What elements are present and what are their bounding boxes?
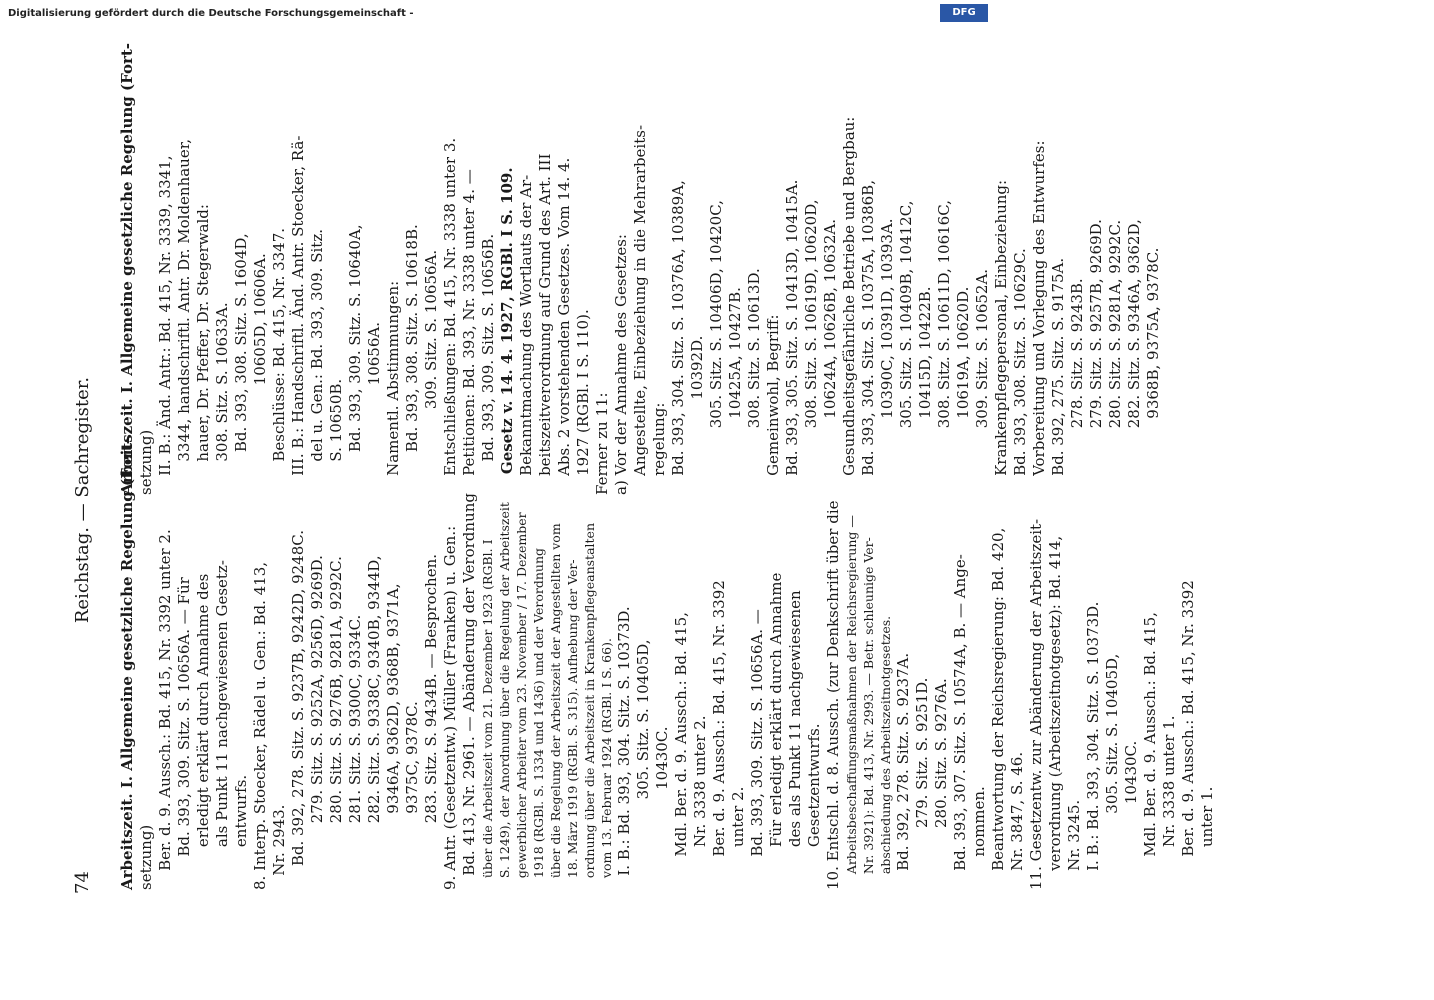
index-line: 305. Sitz. S. 10409B, 10412C, xyxy=(897,200,915,495)
index-line: Arbeitsbeschaffungsmaßnahmen der Reichsregierung — xyxy=(844,515,859,890)
index-line: 1927 (RGBl. I S. 110). xyxy=(574,309,592,495)
index-line: 11. Gesetzentw. zur Abänderung der Arbeitszeit- xyxy=(1027,518,1045,890)
index-line: abschiedung des Arbeitszeitnotgesetzes. xyxy=(878,615,893,890)
index-line: Namentl. Abstimmungen: xyxy=(384,280,402,495)
index-line: III. B.: Handschriftl. Änd. Antr. Stoecker, Rä- xyxy=(289,135,307,495)
index-line: Ferner zu 11: xyxy=(593,392,611,495)
index-line: 10415D, 10422B. xyxy=(916,286,934,495)
index-line: 1918 (RGBl. S. 1334 und 1436) und der Verordnung xyxy=(531,547,546,890)
index-line: setzung) xyxy=(137,824,155,890)
index-line: Bd. 393, 307. Sitz. S. 10574A, B. — Ange- xyxy=(951,554,969,890)
index-line: 308. Sitz. S. 10633A. xyxy=(213,302,231,495)
index-line: Arbeitszeit. I. Allgemeine gesetzliche Regelung (Fort- xyxy=(118,42,136,495)
running-title: Reichstag. — Sachregister. xyxy=(72,376,93,624)
index-line: ordnung über die Arbeitszeit in Krankenpflegeanstalten xyxy=(582,523,597,890)
index-line: II. B.: Änd. Antr.: Bd. 415, Nr. 3339, 3341, xyxy=(156,155,174,495)
page-header xyxy=(72,100,102,900)
index-line: Bd. 392, 278. Sitz. S. 9237B, 9242D, 9248C. xyxy=(289,530,307,890)
index-line: unter 2. xyxy=(729,786,747,890)
index-line: del u. Gen.: Bd. 393, 309. Sitz. xyxy=(308,229,326,495)
index-line: Nr. 2943. xyxy=(270,804,288,890)
index-line: Bd. 392, 278. Sitz. S. 9237A. xyxy=(894,652,912,890)
index-line: 305. Sitz. S. 10405D, xyxy=(1103,653,1121,890)
dfg-logo: DFG xyxy=(940,4,988,22)
index-line: 309. Sitz. S. 10652A. xyxy=(973,268,991,495)
index-line: 309. Sitz. S. 10656A. xyxy=(422,249,440,495)
index-line: 279. Sitz. S. 9257B, 9269D. xyxy=(1087,219,1105,495)
index-line: S. 10650B. xyxy=(327,378,345,495)
index-line: 308. Sitz. S. 10619D, 10620D, xyxy=(802,199,820,495)
index-line: 10392D. xyxy=(688,335,706,495)
index-line: Entschließungen: Bd. 415, Nr. 3338 unter 3. xyxy=(441,137,459,495)
page-number: 74 xyxy=(72,871,93,894)
index-line: vom 13. Februar 1924 (RGBl. I S. 66). xyxy=(599,638,614,890)
index-line: des als Punkt 11 nachgewiesenen xyxy=(786,590,804,890)
index-line: Gesetzentwurfs. xyxy=(805,723,823,890)
index-line: a) Vor der Annahme des Gesetzes: xyxy=(612,234,630,495)
index-line: 308. Sitz. S. 10613D. xyxy=(745,268,763,495)
index-line: 9368B, 9375A, 9378C. xyxy=(1144,247,1162,495)
index-line: Bd. 393, 309. Sitz. S. 10640A, xyxy=(346,224,364,495)
index-line: 279. Sitz. S. 9252A, 9256D, 9269D. xyxy=(308,555,326,890)
index-line: Bd. 393, 309. Sitz. S. 10656A. — xyxy=(748,609,766,890)
index-line: 10619A, 10620D. xyxy=(954,286,972,495)
index-line: 282. Sitz. S. 9346A, 9362D, xyxy=(1125,219,1143,495)
index-line: 18. März 1919 (RGBl. S. 315). Aufhebung der Ver- xyxy=(565,559,580,890)
index-line: regelung: xyxy=(650,402,668,495)
index-line: 10624A, 10626B, 10632A. xyxy=(821,219,839,495)
index-line: Mdl. Ber. d. 9. Aussch.: Bd. 415, xyxy=(672,612,690,890)
index-line: Bd. 393, 304. Sitz. S. 10375A, 10386B, xyxy=(859,180,877,495)
index-line: entwurfs. xyxy=(232,774,250,890)
index-line: hauer, Dr. Pfeffer, Dr. Stegerwald: xyxy=(194,204,212,495)
index-line: Bekanntmachung des Wortlauts der Ar- xyxy=(517,174,535,495)
index-line: Bd. 393, 308. Sitz. S. 10629C. xyxy=(1011,248,1029,495)
index-line: Für erledigt erklärt durch Annahme xyxy=(767,572,785,890)
index-line: Beschlüsse: Bd. 415, Nr. 3347. xyxy=(270,227,288,495)
index-line: 10656A. xyxy=(365,322,383,495)
index-line: I. B.: Bd. 393, 304. Sitz. S. 10373D. xyxy=(1084,601,1102,890)
index-line: Abs. 2 vorstehenden Gesetzes. Vom 14. 4. xyxy=(555,157,573,495)
index-line: verordnung (Arbeitszeitnotgesetz): Bd. 414, xyxy=(1046,535,1064,890)
index-line: Nr. 3338 unter 1. xyxy=(1160,715,1178,890)
index-line: 10390C, 10391D, 10393A. xyxy=(878,218,896,495)
index-line: Mdl. Ber. d. 9. Aussch.: Bd. 415, xyxy=(1141,612,1159,890)
index-line: Bd. 392, 275. Sitz. S. 9175A. xyxy=(1049,257,1067,495)
index-line: 278. Sitz. S. 9243B. xyxy=(1068,278,1086,495)
index-line: als Punkt 11 nachgewiesenen Gesetz- xyxy=(213,560,231,890)
index-line: Ber. d. 9. Aussch.: Bd. 415, Nr. 3392 xyxy=(1179,580,1197,890)
index-line: 280. Sitz. S. 9276B, 9281A, 9292C. xyxy=(327,556,345,890)
index-line: Ber. d. 9. Aussch.: Bd. 415, Nr. 3392 unter 2. xyxy=(156,529,174,890)
index-line: Bd. 393, 308. Sitz. S. 1604D, xyxy=(232,233,250,495)
digitization-credit: Digitalisierung gefördert durch die Deutsche Forschungsgemeinschaft - xyxy=(8,8,414,19)
index-line: Beantwortung der Reichsregierung: Bd. 420, xyxy=(989,527,1007,890)
index-line: 10605D, 10606A. xyxy=(251,253,269,495)
index-line: 10. Entschl. d. 8. Aussch. (zur Denkschrift über die xyxy=(824,500,842,890)
index-line: 305. Sitz. S. 10406D, 10420C, xyxy=(707,200,725,495)
right-column xyxy=(118,42,1163,495)
index-line: 308. Sitz. S. 10611D, 10616C, xyxy=(935,200,953,495)
index-line: Nr. 3338 unter 2. xyxy=(691,715,709,890)
index-line: nommen. xyxy=(970,786,988,890)
index-line: I. B.: Bd. 393, 304. Sitz. S. 10373D. xyxy=(615,606,633,890)
index-line: S. 1249), der Anordnung über die Regelung der Arbeitszeit xyxy=(497,502,512,890)
index-line: unter 1. xyxy=(1198,786,1216,890)
index-line: gewerblicher Arbeiter vom 23. November / 17. Dezember xyxy=(514,512,529,890)
index-line: 280. Sitz. S. 9281A, 9292C. xyxy=(1106,219,1124,495)
index-line: Nr. 3245. xyxy=(1065,799,1083,890)
index-line: setzung) xyxy=(137,429,155,495)
index-line: 279. Sitz. S. 9251D. xyxy=(913,677,931,890)
index-line: 9375C, 9378C. xyxy=(403,701,421,890)
index-line: Bd. 393, 308. Sitz. S. 10618B. xyxy=(403,224,421,495)
index-line: erledigt erklärt durch Annahme des xyxy=(194,573,212,890)
index-line: 280. Sitz. S. 9276A. xyxy=(932,678,950,890)
index-line: Gesetz v. 14. 4. 1927, RGBl. I S. 109. xyxy=(498,167,516,495)
index-line: 282. Sitz. S. 9338C, 9340B, 9344D, xyxy=(365,555,383,890)
index-line: Gesundheitsgefährliche Betriebe und Bergbau: xyxy=(840,116,858,495)
index-line: Bd. 393, 305. Sitz. S. 10413D, 10415A. xyxy=(783,179,801,495)
index-line: Nr. 3847, S. 46. xyxy=(1008,751,1026,890)
index-line: Gemeinwohl, Begriff: xyxy=(764,314,782,495)
index-line: 9. Antr. (Gesetzentw.) Müller (Franken) u. Gen.: xyxy=(441,525,459,890)
index-line: Bd. 393, 304. Sitz. S. 10376A, 10389A, xyxy=(669,180,687,495)
index-line: 305. Sitz. S. 10405D, xyxy=(634,639,652,890)
index-line: Bd. 393, 309. Sitz. S. 10656B. xyxy=(479,233,497,495)
index-line: Krankenpflegepersonal, Einbeziehung: xyxy=(992,179,1010,495)
index-line: Petitionen: Bd. 393, Nr. 3338 unter 4. — xyxy=(460,169,478,495)
index-line: Nr. 3921): Bd. 413, Nr. 2993. — Betr. schleunige Ver- xyxy=(861,537,876,890)
index-line: Bd. 393, 309. Sitz. S. 10656A. — Für xyxy=(175,577,193,890)
index-line: 10425A, 10427B. xyxy=(726,287,744,495)
index-line: über die Arbeitszeit vom 21. Dezember 1923 (RGBl. I xyxy=(480,539,495,890)
index-line: 281. Sitz. S. 9300C, 9334C. xyxy=(346,614,364,890)
index-line: Angestellte, Einbeziehung in die Mehrarbeits- xyxy=(631,124,649,495)
index-line: Ber. d. 9. Aussch.: Bd. 415, Nr. 3392 xyxy=(710,580,728,890)
index-line: Bd. 413, Nr. 2961. — Abänderung der Verordnung xyxy=(460,493,478,890)
index-line: 8. Interp. Stoecker, Rädel u. Gen.: Bd. 413, xyxy=(251,561,269,890)
index-line: 283. Sitz. S. 9434B. — Besprochen. xyxy=(422,553,440,890)
index-line: 9346A, 9362D, 9368B, 9371A, xyxy=(384,583,402,890)
index-line: 10430C. xyxy=(653,726,671,890)
index-line: 10430C. xyxy=(1122,740,1140,890)
index-line: über die Regelung der Arbeitszeit der Angestellten vom xyxy=(548,523,563,890)
index-line: 3344, handschriftl. Antr. Dr. Moldenhauer, xyxy=(175,138,193,495)
index-line: beitszeitverordnung auf Grund des Art. III xyxy=(536,153,554,495)
index-line: Vorbereitung und Vorlegung des Entwurfes: xyxy=(1030,140,1048,495)
index-line: Arbeitszeit. I. Allgemeine gesetzliche Regelung (Fort- xyxy=(118,437,136,890)
